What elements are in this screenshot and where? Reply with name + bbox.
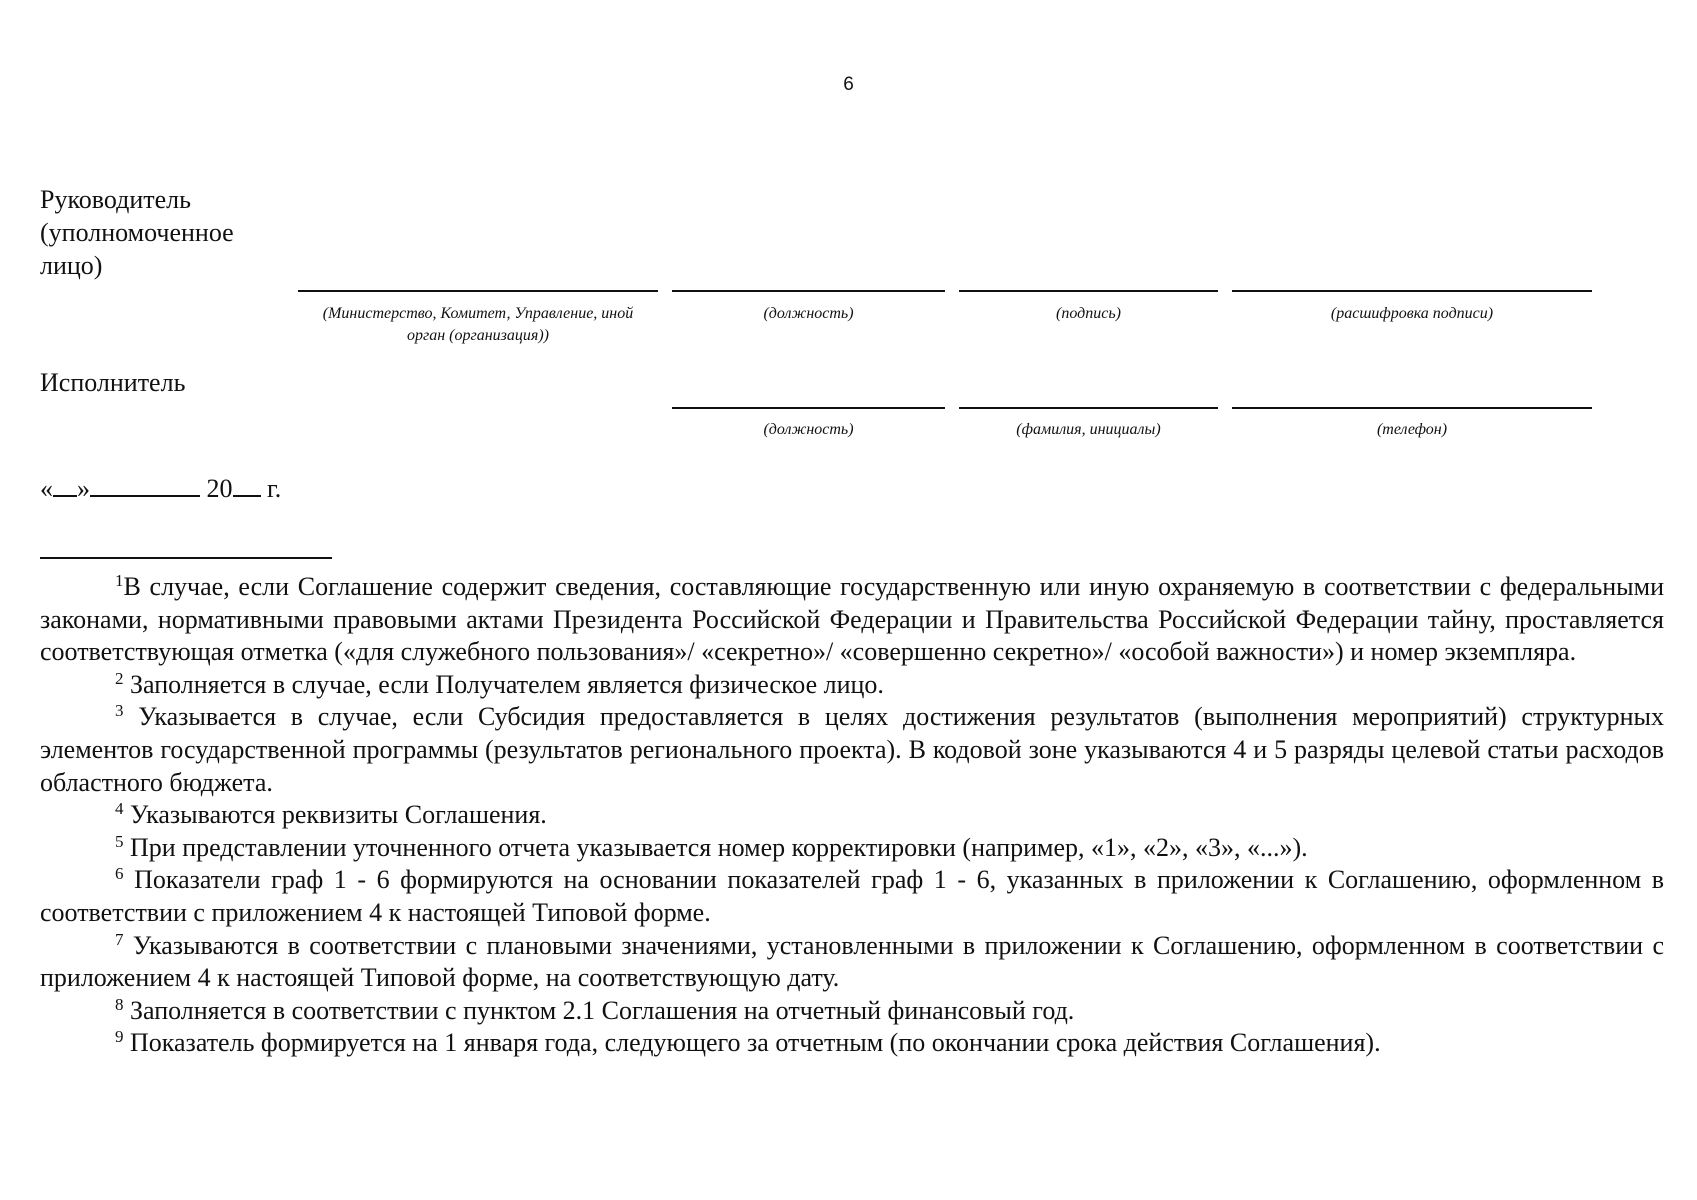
footnote-5: [40, 832, 1664, 865]
footnote-number: 2: [115, 668, 124, 688]
head-signature-caption: (подпись): [1056, 305, 1121, 322]
signature-decoding-line: [1232, 290, 1592, 292]
head-signature-line: [959, 290, 1218, 292]
footnote-number: 7: [115, 929, 124, 949]
executor-label: Исполнитель: [40, 368, 186, 397]
footnote-text: Заполняется в соответствии с пунктом 2.1 Соглашения на отчетный финансовый год.: [123, 995, 1075, 1025]
year-blank: [233, 471, 261, 497]
footnote-1: [40, 571, 1664, 669]
footnote-7: [40, 930, 1664, 995]
signature-decoding-caption: (расшифровка подписи): [1330, 305, 1494, 322]
executor-name-caption: (фамилия, инициалы): [1016, 421, 1161, 438]
footnote-9: [40, 1027, 1664, 1060]
date-close-quote: »: [77, 474, 90, 503]
head-position-line: [672, 290, 945, 292]
footnote-text: Показатели граф 1 - 6 формируются на основании показателей граф 1 - 6, указанных в приложении к Соглашению, оформленном в соответствии с приложением 4 к настоящей Типовой форме.: [40, 865, 1664, 927]
year-suffix: г.: [267, 474, 282, 503]
year-prefix: 20: [206, 474, 233, 503]
footnote-number: 8: [115, 994, 124, 1014]
footnote-number: 3: [115, 701, 124, 721]
footnote-6: [40, 864, 1664, 929]
footnote-8: [40, 995, 1664, 1028]
footnote-text: Указывается в случае, если Субсидия предоставляется в целях достижения результатов (выполнения мероприятий) структурных элементов государственной программы (результатов регионального проекта). В кодовой зоне указываются 4 и 5 разряды целевой статьи расходов областного бюджета.: [40, 702, 1664, 797]
page-number: 6: [843, 74, 854, 95]
footnote-number: 9: [115, 1027, 124, 1047]
day-blank: [53, 471, 77, 497]
footnote-number: 4: [115, 799, 124, 819]
executor-name-line: [959, 407, 1218, 409]
footnote-2: [40, 669, 1664, 702]
organization-caption: (Министерство, Комитет, Управление, иной орган (организация)): [322, 305, 634, 344]
footnote-text: При представлении уточненного отчета указывается номер корректировки (например, «1», «2», «3», «...»).: [123, 832, 1308, 862]
head-position-caption: (должность): [763, 305, 854, 322]
footnote-text: Указываются реквизиты Соглашения.: [123, 800, 547, 830]
organization-line: [298, 290, 658, 292]
head-label: Руководитель (уполномоченное лицо): [40, 185, 234, 280]
footnote-number: 6: [115, 864, 124, 884]
footnote-text: Заполняется в случае, если Получателем является физическое лицо.: [123, 669, 884, 699]
footnote-text: Указываются в соответствии с плановыми значениями, установленными в приложении к Соглашению, оформленном в соответствии с приложением 4 к настоящей Типовой форме, на соответствующую дату.: [40, 930, 1664, 993]
footnote-number: 1: [115, 571, 124, 590]
executor-phone-caption: (телефон): [1376, 421, 1448, 438]
executor-phone-line: [1232, 407, 1592, 409]
footnotes: [40, 571, 1664, 1060]
footnote-text: В случае, если Соглашение содержит сведения, составляющие государственную или иную охраняемую в соответствии с федеральными законами, нормативными правовыми актами Президента Российской Федерации и Правительства Российской Федерации тайну, проставляется соответствующая отметка («для служебного пользования»/ «секретно»/ «совершенно секретно»/ «особой важности») и номер экземпляра.: [40, 572, 1664, 667]
footnote-3: [40, 701, 1664, 799]
footnote-number: 5: [115, 831, 124, 851]
month-blank: [90, 471, 200, 497]
date-open-quote: «: [40, 474, 53, 503]
footnote-4: [40, 799, 1664, 832]
executor-position-line: [672, 407, 945, 409]
footnote-separator: [40, 557, 332, 559]
footnote-text: Показатель формируется на 1 января года, следующего за отчетным (по окончании срока действия Соглашения).: [123, 1028, 1381, 1058]
executor-position-caption: (должность): [763, 421, 854, 438]
date-line: [40, 471, 281, 504]
